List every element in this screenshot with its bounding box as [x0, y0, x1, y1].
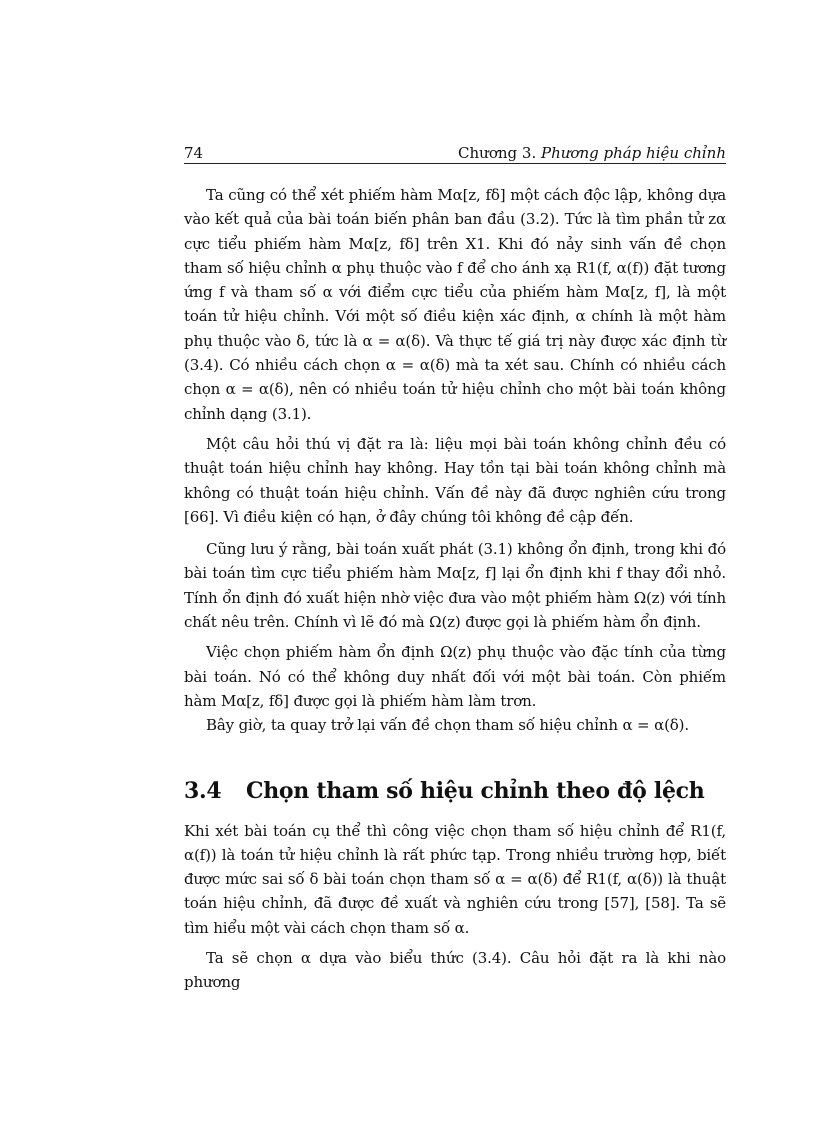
- paragraph: Bây giờ, ta quay trở lại vấn đề chọn tham số hiệu chỉnh α = α(δ).: [206, 716, 689, 735]
- paragraph: Ta cũng có thể xét phiếm hàm Mα[z, fδ] một cách độc lập, không dựa vào kết quả của bài toán biến phân ban đầu (3.2). Tức là tìm phần tử zα cực tiểu phiếm hàm Mα[z, fδ] trên X1. Khi đó nảy sinh vấn đề chọn tham số hiệu chỉnh α phụ thuộc vào f để cho ánh xạ R1(f, α(f)) đặt tương ứng f và tham số α với điểm cực tiểu của phiếm hàm Mα[z, f], là một toán tử hiệu chỉnh. Với một số điều kiện xác định, α chính là một hàm phụ thuộc vào δ, tức là α = α(δ). Và thực tế giá trị này được xác định từ (3.4). Có nhiều cách chọn α = α(δ) mà ta xét sau. Chính có nhiều cách chọn α = α(δ), nên có nhiều toán tử hiệu chỉnh cho một bài toán không chỉnh dạng (3.1).: [184, 186, 726, 423]
- chapter-heading: [458, 144, 726, 162]
- page-body: [184, 183, 726, 995]
- page-number: 74: [184, 144, 204, 162]
- chapter-title: Phương pháp hiệu chỉnh: [541, 144, 726, 162]
- paragraph: Cũng lưu ý rằng, bài toán xuất phát (3.1) không ổn định, trong khi đó bài toán tìm cực tiểu phiếm hàm Mα[z, f] lại ổn định khi f thay đổi nhỏ. Tính ổn định đó xuất hiện nhờ việc đưa vào một phiếm hàm Ω(z) với tính chất nêu trên. Chính vì lẽ đó mà Ω(z) được gọi là phiếm hàm ổn định.: [184, 540, 726, 632]
- paragraph: Một câu hỏi thú vị đặt ra là: liệu mọi bài toán không chỉnh đều có thuật toán hiệu chỉnh hay không. Hay tồn tại bài toán không chỉnh mà không có thuật toán hiệu chỉnh. Vấn đề này đã được nghiên cứu trong [66]. Vì điều kiện có hạn, ở đây chúng tôi không đề cập đến.: [184, 434, 726, 526]
- chapter-label: Chương 3.: [458, 144, 537, 162]
- section-number: 3.4: [184, 777, 222, 804]
- section-title: Chọn tham số hiệu chỉnh theo độ lệch: [246, 777, 705, 804]
- paragraph: Việc chọn phiếm hàm ổn định Ω(z) phụ thuộc vào đặc tính của từng bài toán. Nó có thể không duy nhất đối với một bài toán. Còn phiếm hàm Mα[z, fδ] được gọi là phiếm hàm làm trơn.: [184, 643, 726, 710]
- paragraph: Khi xét bài toán cụ thể thì công việc chọn tham số hiệu chỉnh để R1(f, α(f)) là toán tử hiệu chỉnh là rất phức tạp. Trong nhiều trường hợp, biết được mức sai số δ bài toán chọn tham số α = α(δ) để R1(f, α(δ)) là thuật toán hiệu chỉnh, đã được đề xuất và nghiên cứu trong [57], [58]. Ta sẽ tìm hiểu một vài cách chọn tham số α.: [184, 821, 726, 937]
- header-rule: [184, 163, 726, 164]
- paragraph: Ta sẽ chọn α dựa vào biểu thức (3.4). Câu hỏi đặt ra là khi nào phương: [184, 949, 726, 992]
- section-heading: [184, 777, 726, 805]
